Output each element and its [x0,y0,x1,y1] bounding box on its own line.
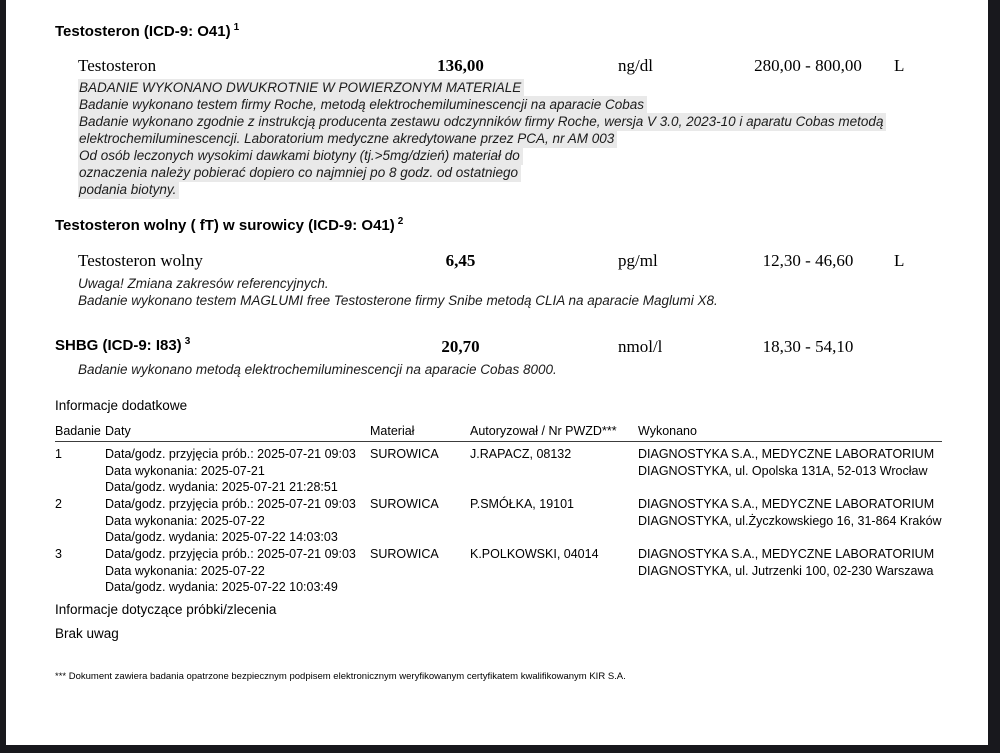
wykonano-line: DIAGNOSTYKA S.A., MEDYCZNE LABORATORIUM [638,447,935,461]
result-unit: nmol/l [618,337,663,356]
result-reference-range: 12,30 - 46,60 [762,251,854,270]
note-line: Badanie wykonano testem MAGLUMI free Testosterone firmy Snibe metodą CLIA na aparacie Maglumi X8. [78,293,718,308]
note-line: Uwaga! Zmiana zakresów referencyjnych. [78,276,329,291]
cell-daty [105,546,356,596]
result-value: 20,70 [441,337,480,356]
result-row-shbg [6,337,988,359]
cell-material: SUROWICA [370,497,439,511]
daty-line: Data/godz. wydania: 2025-07-22 10:03:49 [105,580,338,594]
result-reference-range: 18,30 - 54,10 [762,337,854,356]
result-reference-range: 280,00 - 800,00 [754,56,862,75]
daty-line: Data wykonania: 2025-07-22 [105,563,265,578]
cell-wykonano [638,496,942,529]
note-line: Badanie wykonano metodą elektrochemiluminescencji na aparacie Cobas 8000. [78,362,557,377]
daty-line: Data wykonania: 2025-07-22 [105,513,265,528]
daty-line: Data wykonania: 2025-07-21 [105,463,265,478]
sample-info-content: Brak uwag [55,626,119,641]
note-line: Badanie wykonano zgodnie z instrukcją producenta zestawu odczynników firmy Roche, wersja V 3.0, 2023-10 i aparatu Cobas metodą [78,113,886,131]
cell-wykonano [638,546,934,579]
column-header-daty: Daty [105,424,131,438]
result-row-testosteron [6,56,988,78]
wykonano-line: DIAGNOSTYKA, ul. Opolska 131A, 52-013 Wrocław [638,463,928,478]
cell-autoryzowal: P.SMÓŁKA, 19101 [470,497,575,511]
note-line: elektrochemiluminescencji. Laboratorium medyczne akredytowane przez PCA, nr AM 003 [78,130,617,148]
cell-badanie: 3 [55,547,62,561]
note-line: Badanie wykonano testem firmy Roche, metodą elektrochemiluminescencji na aparacie Cobas [78,96,647,114]
section-title-text: SHBG (ICD-9: I83) [55,337,182,354]
result-unit: ng/dl [618,56,653,75]
column-header-material: Materiał [370,424,415,438]
note-line: Od osób leczonych wysokimi dawkami biotyny (tj.>5mg/dzień) materiał do [78,147,523,165]
cell-autoryzowal: K.POLKOWSKI, 04014 [470,547,599,561]
note-line: podania biotyny. [78,181,179,199]
column-header-badanie: Badanie [55,424,101,438]
daty-line: Data/godz. wydania: 2025-07-22 14:03:03 [105,530,338,544]
wykonano-line: DIAGNOSTYKA S.A., MEDYCZNE LABORATORIUM [638,497,935,511]
column-header-wykonano: Wykonano [638,424,697,438]
cell-autoryzowal: J.RAPACZ, 08132 [470,447,572,461]
result-row-testosteron-wolny [6,251,988,273]
result-flag-low: L [894,56,905,75]
additional-info-title: Informacje dodatkowe [55,398,188,413]
note-line: BADANIE WYKONANO DWUKROTNIE W POWIERZONYM MATERIALE [78,79,524,97]
result-value: 6,45 [445,251,476,270]
cell-material: SUROWICA [370,547,439,561]
cell-wykonano [638,446,934,479]
section-title-testosteron-wolny [55,216,403,234]
result-name: Testosteron wolny [78,251,203,270]
cell-daty [105,446,356,496]
daty-line: Data/godz. wydania: 2025-07-21 21:28:51 [105,480,338,494]
table-header-rule [55,441,942,442]
result-value: 136,00 [437,56,484,75]
signature-footnote: *** Dokument zawiera badania opatrzone bezpiecznym podpisem elektronicznym weryfikowanym certyfikatem kwalifikowanym KIR S.A. [55,671,626,682]
wykonano-line: DIAGNOSTYKA, ul.Życzkowskiego 16, 31-864 Kraków [638,513,942,528]
daty-line: Data/godz. przyjęcia prób.: 2025-07-21 09:03 [105,447,356,461]
result-unit: pg/ml [618,251,658,270]
cell-daty [105,496,356,546]
section-footnote-ref: 2 [397,216,404,227]
section-title-testosteron [55,22,239,40]
wykonano-line: DIAGNOSTYKA S.A., MEDYCZNE LABORATORIUM [638,547,935,561]
column-header-autoryzowal: Autoryzował / Nr PWZD*** [470,424,617,438]
daty-line: Data/godz. przyjęcia prób.: 2025-07-21 09:03 [105,547,356,561]
lab-report-page [6,0,988,745]
section-footnote-ref: 3 [184,336,191,347]
section-title-text: Testosteron wolny ( fT) w surowicy (ICD-9: O41) [55,217,395,234]
section-footnote-ref: 1 [233,22,240,33]
section-title-text: Testosteron (ICD-9: O41) [55,23,231,40]
daty-line: Data/godz. przyjęcia prób.: 2025-07-21 09:03 [105,497,356,511]
cell-badanie: 1 [55,447,62,461]
cell-material: SUROWICA [370,447,439,461]
cell-badanie: 2 [55,497,62,511]
sample-info-title: Informacje dotyczące próbki/zlecenia [55,602,277,617]
result-flag-low: L [894,251,905,270]
note-line: oznaczenia należy pobierać dopiero co najmniej po 8 godz. od ostatniego [78,164,521,182]
result-name: Testosteron [78,56,157,75]
wykonano-line: DIAGNOSTYKA, ul. Jutrzenki 100, 02-230 Warszawa [638,563,934,578]
